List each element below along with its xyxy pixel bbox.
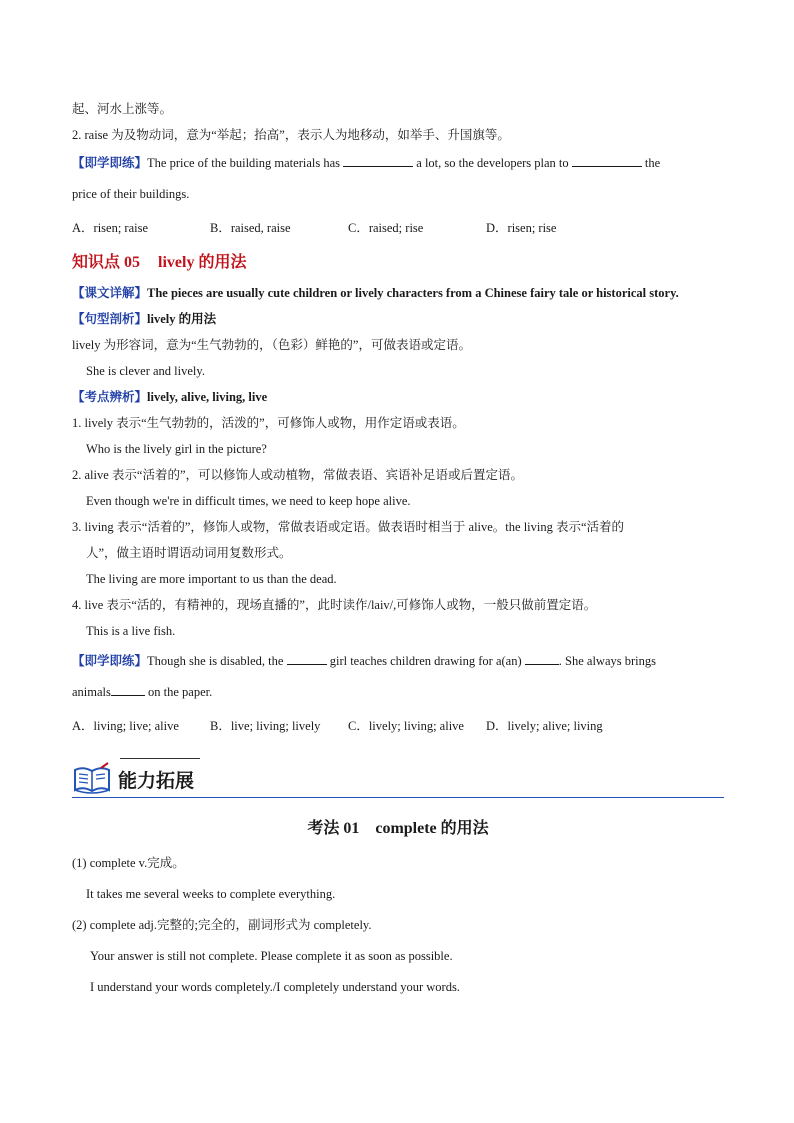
banner-title: 能力拓展 bbox=[118, 770, 195, 792]
banner-rule bbox=[72, 797, 724, 798]
option-a: A．living; live; alive bbox=[72, 719, 179, 733]
section-title: 知识点 05 lively 的用法 bbox=[72, 254, 247, 271]
options-row bbox=[72, 212, 724, 244]
analysis-line: lively 为形容词，意为“生气勃勃的，（色彩）鲜艳的”，可做表语或定语。 bbox=[72, 338, 471, 352]
option-d: D．lively; alive; living bbox=[486, 719, 603, 733]
compare-item-3-cont: 人”，做主语时谓语动词用复数形式。 bbox=[86, 546, 292, 560]
compare-heading: 【考点辨析】lively, alive, living, live bbox=[72, 390, 268, 404]
ability-banner bbox=[72, 752, 724, 800]
text-line: 起、河水上涨等。 bbox=[72, 102, 173, 116]
raise-usage-line: 2. raise 为及物动词，意为“举起；抬高”，表示人为地移动，如举手、升国旗等。 bbox=[72, 128, 510, 142]
compare-item-4: 4. live 表示“活的，有精神的，现场直播的”，此时读作/laiv/,可修饰人或物，一般只做前置定语。 bbox=[72, 598, 597, 612]
answer-blank bbox=[111, 683, 145, 696]
example-sentence: It takes me several weeks to complete everything. bbox=[86, 887, 336, 901]
document-page bbox=[72, 96, 724, 1003]
answer-blank bbox=[572, 154, 642, 167]
answer-blank bbox=[287, 652, 327, 665]
option-b: B．raised, raise bbox=[210, 221, 291, 235]
answer-blank bbox=[343, 154, 413, 167]
options-row bbox=[72, 710, 724, 742]
option-b: B．live; living; lively bbox=[210, 719, 321, 733]
banner-topline bbox=[120, 758, 200, 759]
compare-item-1: 1. lively 表示“生气勃勃的，活泼的”，可修饰人或物，用作定语或表语。 bbox=[72, 416, 465, 430]
answer-blank bbox=[525, 652, 559, 665]
example-sentence: She is clever and lively. bbox=[86, 364, 205, 378]
usage-point-1: (1) complete v.完成。 bbox=[72, 856, 185, 870]
compare-item-3: 3. living 表示“活着的”，修饰人或物，常做表语或定语。做表语时相当于 alive。the living 表示“活着的 bbox=[72, 520, 625, 534]
option-c: C．lively; living; alive bbox=[348, 719, 464, 733]
example-sentence: Who is the lively girl in the picture? bbox=[86, 442, 267, 456]
example-sentence: This is a live fish. bbox=[86, 624, 176, 638]
example-sentence: I understand your words completely./I completely understand your words. bbox=[90, 980, 460, 994]
practice-tag: 【即学即练】 bbox=[72, 156, 148, 170]
example-sentence: Your answer is still not complete. Please complete it as soon as possible. bbox=[90, 949, 453, 963]
practice-question-2-cont: animals on the paper. bbox=[72, 685, 213, 699]
practice-question-1: 【即学即练】The price of the building materials has a lot, so the developers plan to the bbox=[72, 156, 661, 170]
compare-item-2: 2. alive 表示“活着的”，可以修饰人或动植物，常做表语、宾语补足语或后置定语。 bbox=[72, 468, 524, 482]
text-explanation: 【课文详解】The pieces are usually cute children or lively characters from a Chinese fairy tale or historical story. bbox=[72, 286, 679, 300]
open-book-icon bbox=[72, 762, 112, 796]
option-a: A．risen; raise bbox=[72, 221, 149, 235]
usage-point-2: (2) complete adj.完整的;完全的，副词形式为 completely. bbox=[72, 918, 372, 932]
method-title: 考法 01 complete 的用法 bbox=[307, 820, 489, 837]
example-sentence: Even though we're in difficult times, we need to keep hope alive. bbox=[86, 494, 411, 508]
practice-tag: 【即学即练】 bbox=[72, 654, 148, 668]
analysis-heading: 【句型剖析】lively 的用法 bbox=[72, 312, 217, 326]
option-d: D．risen; rise bbox=[486, 221, 557, 235]
practice-question-2: 【即学即练】Though she is disabled, the girl teaches children drawing for a(an) . She always brings bbox=[72, 654, 656, 668]
option-c: C．raised; rise bbox=[348, 221, 424, 235]
practice-question-1-cont: price of their buildings. bbox=[72, 187, 190, 201]
example-sentence: The living are more important to us than the dead. bbox=[86, 572, 337, 586]
